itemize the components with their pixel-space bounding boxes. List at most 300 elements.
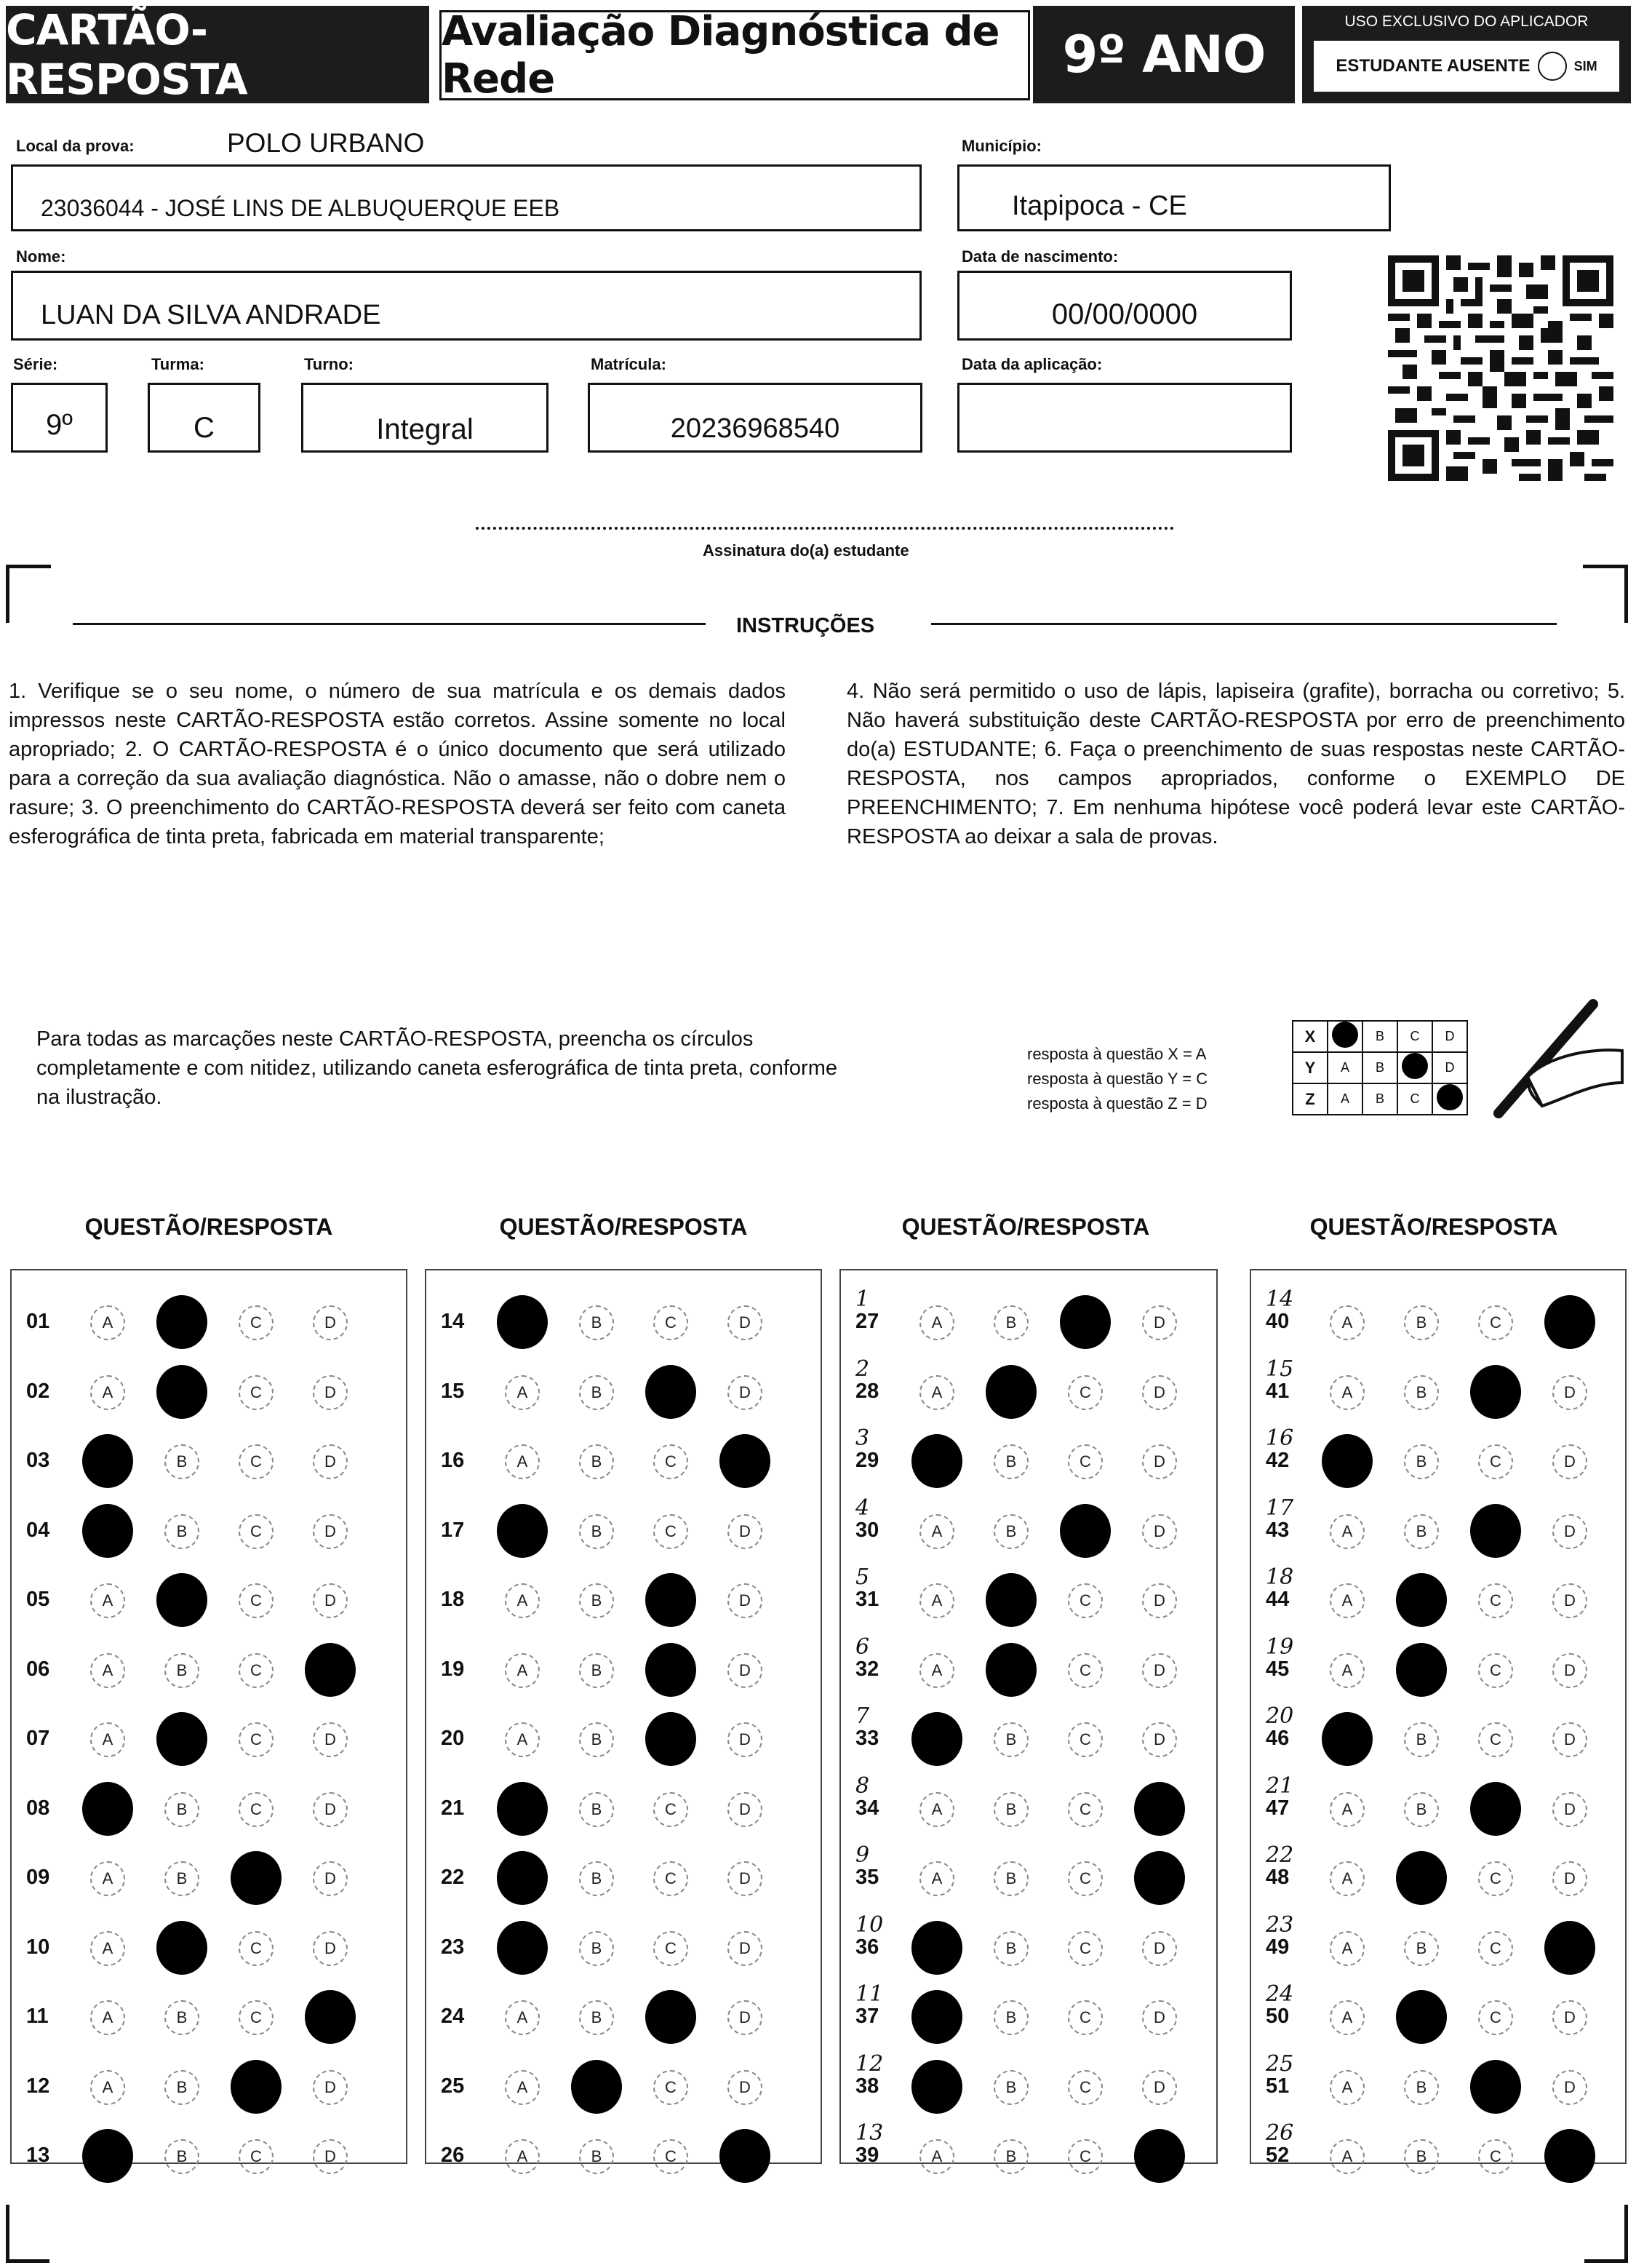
answer-bubble-b-marked[interactable] <box>156 1365 207 1419</box>
answer-bubble-d[interactable]: D <box>1552 1792 1587 1827</box>
aplicacao-field[interactable] <box>957 383 1292 453</box>
answer-bubble-c[interactable]: C <box>239 2000 274 2035</box>
answer-bubble-b-marked[interactable] <box>1396 1851 1447 1905</box>
answer-bubble-b[interactable]: B <box>579 1792 614 1827</box>
answer-bubble-b[interactable]: B <box>579 1722 614 1757</box>
question-number: 08 <box>26 1796 50 1820</box>
answer-bubble-c-marked[interactable] <box>1060 1504 1111 1558</box>
answer-bubble-c-marked[interactable] <box>231 2060 282 2114</box>
handwritten-note: 24 <box>1266 1981 1294 2007</box>
answer-bubble-b-marked[interactable] <box>156 1295 207 1349</box>
answer-bubble-c[interactable]: C <box>1478 1722 1513 1757</box>
answer-bubble-a[interactable]: A <box>1330 1792 1365 1827</box>
answer-bubble-c[interactable]: C <box>1478 1931 1513 1966</box>
answer-bubble-c[interactable]: C <box>1068 1375 1103 1410</box>
answer-bubble-a-marked[interactable] <box>911 2060 962 2114</box>
answer-bubble-b-marked[interactable] <box>986 1643 1037 1697</box>
absent-checkbox[interactable] <box>1538 52 1567 81</box>
answer-bubble-a[interactable]: A <box>919 1375 954 1410</box>
answer-bubble-a[interactable]: A <box>505 1444 540 1479</box>
answer-bubble-c[interactable]: C <box>1068 1861 1103 1896</box>
answer-bubble-a[interactable]: A <box>919 1653 954 1688</box>
answer-bubble-a[interactable]: A <box>1330 1514 1365 1549</box>
answer-bubble-c-marked[interactable] <box>645 1365 696 1419</box>
answer-bubble-b[interactable]: B <box>579 2000 614 2035</box>
answer-bubble-a-marked[interactable] <box>497 1921 548 1975</box>
question-row-34 <box>841 1772 1216 1836</box>
question-row-23 <box>426 1917 821 1975</box>
answer-column-title: QUESTÃO/RESPOSTA <box>84 1214 333 1240</box>
answer-bubble-c[interactable]: C <box>1478 1305 1513 1340</box>
answer-bubble-a[interactable]: A <box>505 2000 540 2035</box>
answer-bubble-c[interactable]: C <box>239 1722 274 1757</box>
answer-bubble-a[interactable]: A <box>919 1861 954 1896</box>
answer-bubble-b[interactable]: B <box>579 1305 614 1340</box>
answer-bubble-c-marked[interactable] <box>645 1573 696 1627</box>
answer-bubble-c[interactable]: C <box>653 1514 688 1549</box>
answer-bubble-c[interactable]: C <box>1478 1583 1513 1618</box>
answer-bubble-a-marked[interactable] <box>82 1782 133 1836</box>
question-number: 09 <box>26 1866 50 1889</box>
answer-bubble-d[interactable]: D <box>1142 2000 1177 2035</box>
answer-bubble-c[interactable]: C <box>653 1305 688 1340</box>
question-number: 47 <box>1266 1796 1290 1820</box>
handwritten-note: 9 <box>855 1842 870 1868</box>
answer-bubble-a[interactable]: A <box>919 2139 954 2174</box>
exam-title: Avaliação Diagnóstica de Rede <box>442 8 999 103</box>
answer-bubble-a-marked[interactable] <box>1322 1712 1373 1766</box>
answer-bubble-d[interactable]: D <box>313 1792 348 1827</box>
school-value: 23036044 - JOSÉ LINS DE ALBUQUERQUE EEB <box>41 195 560 221</box>
answer-bubble-d[interactable]: D <box>1142 2070 1177 2105</box>
local-label: Local da prova: <box>16 137 135 155</box>
answer-bubble-c-marked[interactable] <box>1470 1782 1521 1836</box>
answer-bubble-a[interactable]: A <box>919 1583 954 1618</box>
answer-bubble-a[interactable]: A <box>90 1375 125 1410</box>
answer-column-title: QUESTÃO/RESPOSTA <box>1309 1214 1558 1240</box>
answer-bubble-b[interactable]: B <box>1404 1375 1439 1410</box>
nascimento-value: 00/00/0000 <box>1051 298 1198 330</box>
serie-label: Série: <box>13 355 58 373</box>
answer-bubble-d[interactable]: D <box>1142 1722 1177 1757</box>
answer-bubble-c[interactable]: C <box>1478 1653 1513 1688</box>
answer-bubble-c-marked[interactable] <box>645 1643 696 1697</box>
answer-bubble-c-marked[interactable] <box>1470 1504 1521 1558</box>
answer-bubble-c-marked[interactable] <box>645 1712 696 1766</box>
question-number: 15 <box>441 1379 465 1403</box>
answer-bubble-b[interactable]: B <box>1404 1444 1439 1479</box>
answer-bubble-c[interactable]: C <box>239 1305 274 1340</box>
question-number: 11 <box>26 2005 49 2028</box>
question-row-51 <box>1251 2050 1625 2114</box>
answer-bubble-d[interactable]: D <box>1552 2070 1587 2105</box>
question-number: 29 <box>855 1449 879 1472</box>
answer-bubble-a-marked[interactable] <box>497 1782 548 1836</box>
answer-bubble-a-marked[interactable] <box>1322 1434 1373 1488</box>
question-row-52 <box>1251 2120 1625 2183</box>
question-number: 20 <box>441 1727 465 1750</box>
answer-bubble-d[interactable]: D <box>1552 1861 1587 1896</box>
turno-field <box>301 383 548 453</box>
answer-bubble-d-marked[interactable] <box>1134 2129 1185 2183</box>
answer-bubble-c[interactable]: C <box>653 2139 688 2174</box>
answer-bubble-d-marked[interactable] <box>305 1643 356 1697</box>
answer-bubble-b[interactable]: B <box>1404 2139 1439 2174</box>
handwritten-note: 16 <box>1266 1425 1294 1451</box>
answer-bubble-b[interactable]: B <box>579 1583 614 1618</box>
answer-bubble-b-marked[interactable] <box>156 1921 207 1975</box>
answer-bubble-d[interactable]: D <box>313 1375 348 1410</box>
answer-bubble-d[interactable]: D <box>1142 1653 1177 1688</box>
corner-mark-top-right <box>1583 565 1628 623</box>
question-row-40 <box>1251 1286 1625 1349</box>
question-number: 34 <box>855 1796 879 1820</box>
answer-bubble-b[interactable]: B <box>994 1305 1029 1340</box>
answer-bubble-d-marked[interactable] <box>305 1990 356 2044</box>
aplicacao-label: Data da aplicação: <box>962 355 1103 373</box>
answer-bubble-c[interactable]: C <box>239 1931 274 1966</box>
answer-bubble-c[interactable]: C <box>1068 2000 1103 2035</box>
answer-bubble-a[interactable]: A <box>1330 1861 1365 1896</box>
answer-bubble-a[interactable]: A <box>505 2139 540 2174</box>
question-number: 52 <box>1266 2144 1290 2167</box>
answer-bubble-a[interactable]: A <box>1330 2139 1365 2174</box>
answer-bubble-a[interactable]: A <box>919 1514 954 1549</box>
answer-bubble-a[interactable]: A <box>1330 2070 1365 2105</box>
municipio-value: Itapipoca - CE <box>1012 191 1187 221</box>
answer-bubble-c[interactable]: C <box>653 1861 688 1896</box>
answer-bubble-c[interactable]: C <box>1068 1792 1103 1827</box>
answer-bubble-b[interactable]: B <box>1404 1722 1439 1757</box>
answer-bubble-d[interactable]: D <box>1142 1514 1177 1549</box>
answer-bubble-a[interactable]: A <box>505 1375 540 1410</box>
question-number: 46 <box>1266 1727 1290 1750</box>
question-row-48 <box>1251 1842 1625 1905</box>
answer-bubble-b-marked[interactable] <box>986 1573 1037 1627</box>
answer-bubble-d[interactable]: D <box>313 2070 348 2105</box>
answer-bubble-d-marked[interactable] <box>719 1434 770 1488</box>
example-bubble-c: C <box>1397 1083 1432 1115</box>
answer-bubble-a-marked[interactable] <box>82 2129 133 2183</box>
answer-bubble-a[interactable]: A <box>505 1653 540 1688</box>
answer-bubble-a-marked[interactable] <box>82 1434 133 1488</box>
question-number: 48 <box>1266 1866 1290 1889</box>
answer-bubble-a-marked[interactable] <box>497 1295 548 1349</box>
answer-bubble-a[interactable]: A <box>505 1583 540 1618</box>
answer-bubble-c[interactable]: C <box>1068 2139 1103 2174</box>
handwritten-note: 20 <box>1266 1703 1294 1729</box>
pen-hand-icon <box>1484 997 1629 1128</box>
answer-bubble-d[interactable]: D <box>1142 1931 1177 1966</box>
question-number: 38 <box>855 2074 879 2098</box>
answer-column-4 <box>1250 1269 1627 2167</box>
answer-bubble-c[interactable]: C <box>653 2070 688 2105</box>
answer-bubble-b[interactable]: B <box>579 1861 614 1896</box>
answer-bubble-a-marked[interactable] <box>497 1504 548 1558</box>
answer-bubble-d[interactable]: D <box>727 1653 762 1688</box>
answer-bubble-d[interactable]: D <box>727 1514 762 1549</box>
answer-bubble-b[interactable]: B <box>1404 1931 1439 1966</box>
answer-bubble-d[interactable]: D <box>1552 1444 1587 1479</box>
handwritten-note: 1 <box>855 1286 870 1312</box>
answer-bubble-b[interactable]: B <box>994 1861 1029 1896</box>
question-row-47 <box>1251 1772 1625 1836</box>
answer-bubble-d[interactable]: D <box>727 1931 762 1966</box>
answer-bubble-d[interactable]: D <box>727 1583 762 1618</box>
answer-bubble-c[interactable]: C <box>1068 1931 1103 1966</box>
question-number: 05 <box>26 1588 50 1611</box>
answer-bubble-c[interactable]: C <box>239 2139 274 2174</box>
answer-bubble-a[interactable]: A <box>919 1305 954 1340</box>
answer-bubble-a[interactable]: A <box>1330 1375 1365 1410</box>
answer-bubble-a[interactable]: A <box>90 1722 125 1757</box>
handwritten-note: 4 <box>855 1495 870 1521</box>
answer-bubble-d-marked[interactable] <box>1544 1921 1595 1975</box>
absent-label: ESTUDANTE AUSENTE <box>1336 56 1531 76</box>
answer-bubble-d[interactable]: D <box>313 1722 348 1757</box>
answer-bubble-c[interactable]: C <box>239 1444 274 1479</box>
answer-bubble-b[interactable]: B <box>994 2070 1029 2105</box>
answer-bubble-a[interactable]: A <box>90 1653 125 1688</box>
answer-bubble-c-marked[interactable] <box>231 1851 282 1905</box>
answer-bubble-d[interactable]: D <box>313 1444 348 1479</box>
question-number: 24 <box>441 2005 465 2028</box>
municipio-field <box>957 164 1391 231</box>
answer-bubble-b[interactable]: B <box>164 2070 199 2105</box>
answer-bubble-d-marked[interactable] <box>1544 2129 1595 2183</box>
answer-bubble-c[interactable]: C <box>239 1653 274 1688</box>
answer-bubble-a[interactable]: A <box>90 1305 125 1340</box>
question-row-06 <box>12 1639 406 1697</box>
answer-bubble-d[interactable]: D <box>1142 1444 1177 1479</box>
question-row-42 <box>1251 1425 1625 1488</box>
question-row-12 <box>12 2056 406 2114</box>
answer-bubble-b[interactable]: B <box>164 1861 199 1896</box>
question-row-30 <box>841 1495 1216 1558</box>
answer-bubble-b[interactable]: B <box>164 1792 199 1827</box>
question-row-22 <box>426 1847 821 1905</box>
signature-line[interactable] <box>476 527 1174 530</box>
answer-bubble-d[interactable]: D <box>1142 1583 1177 1618</box>
answer-bubble-b-marked[interactable] <box>156 1573 207 1627</box>
answer-bubble-d[interactable]: D <box>727 1792 762 1827</box>
answer-bubble-d[interactable]: D <box>1552 1722 1587 1757</box>
instructions-right: 4. Não será permitido o uso de lápis, lapiseira (grafite), borracha ou corretivo; 5. Não haverá substituição deste CARTÃO-RESPOSTA por erro de preenchimento do(a) ESTUDANTE; 6. Faça o preenchimento de suas respostas neste CARTÃO-RESPOSTA, nos campos apropriados, conforme o EXEMPLO DE PREENCHIMENTO; 7. Em nenhuma hipótese você poderá levar este CARTÃO-RESPOSTA ao deixar a sala de provas. <box>847 680 1625 848</box>
answer-bubble-c[interactable]: C <box>1478 2139 1513 2174</box>
question-row-35 <box>841 1842 1216 1905</box>
answer-bubble-c[interactable]: C <box>1068 1444 1103 1479</box>
example-bubble-d: D <box>1432 1052 1467 1083</box>
answer-bubble-a[interactable]: A <box>90 1931 125 1966</box>
question-row-39 <box>841 2120 1216 2183</box>
answer-bubble-c[interactable]: C <box>239 1792 274 1827</box>
answer-bubble-b[interactable]: B <box>994 1792 1029 1827</box>
question-number: 30 <box>855 1518 879 1542</box>
answer-bubble-b[interactable]: B <box>164 2139 199 2174</box>
question-number: 50 <box>1266 2005 1290 2028</box>
answer-bubble-b[interactable]: B <box>1404 1514 1439 1549</box>
answer-bubble-d[interactable]: D <box>1142 1375 1177 1410</box>
answer-bubble-b-marked[interactable] <box>1396 1573 1447 1627</box>
question-number: 45 <box>1266 1657 1290 1681</box>
answer-bubble-b[interactable]: B <box>579 1653 614 1688</box>
local-value: POLO URBANO <box>227 128 425 158</box>
answer-bubble-b[interactable]: B <box>579 1444 614 1479</box>
answer-bubble-d[interactable]: D <box>1552 1583 1587 1618</box>
handwritten-note: 14 <box>1266 1286 1294 1312</box>
answer-bubble-a[interactable]: A <box>90 1861 125 1896</box>
answer-bubble-b[interactable]: B <box>1404 1792 1439 1827</box>
answer-bubble-c[interactable]: C <box>239 1514 274 1549</box>
question-row-46 <box>1251 1703 1625 1766</box>
answer-bubble-b[interactable]: B <box>994 1931 1029 1966</box>
answer-bubble-b[interactable]: B <box>1404 2070 1439 2105</box>
corner-mark-bottom-right <box>1584 2205 1628 2263</box>
answer-bubble-a[interactable]: A <box>1330 1931 1365 1966</box>
answer-bubble-a[interactable]: A <box>90 2000 125 2035</box>
answer-bubble-c[interactable]: C <box>1068 2070 1103 2105</box>
answer-bubble-d-marked[interactable] <box>1134 1851 1185 1905</box>
answer-bubble-b[interactable]: B <box>164 1514 199 1549</box>
question-number: 10 <box>26 1935 50 1959</box>
answer-bubble-a[interactable]: A <box>90 2070 125 2105</box>
exam-title-box <box>439 8 1030 103</box>
answer-bubble-d[interactable]: D <box>313 2139 348 2174</box>
answer-bubble-b-marked[interactable] <box>986 1365 1037 1419</box>
answer-bubble-d[interactable]: D <box>727 1305 762 1340</box>
answer-bubble-c[interactable]: C <box>1478 2000 1513 2035</box>
answer-bubble-b[interactable]: B <box>164 1653 199 1688</box>
answer-bubble-b[interactable]: B <box>164 2000 199 2035</box>
question-number: 40 <box>1266 1310 1290 1333</box>
answer-bubble-d[interactable]: D <box>313 1514 348 1549</box>
answer-bubble-c[interactable]: C <box>653 1792 688 1827</box>
answer-bubble-b-marked[interactable] <box>1396 1643 1447 1697</box>
answer-bubble-d[interactable]: D <box>313 1583 348 1618</box>
answer-bubble-a-marked[interactable] <box>497 1851 548 1905</box>
answer-bubble-b[interactable]: B <box>994 1514 1029 1549</box>
answer-bubble-b[interactable]: B <box>994 2000 1029 2035</box>
answer-bubble-d[interactable]: D <box>727 1861 762 1896</box>
question-row-41 <box>1251 1356 1625 1419</box>
answer-bubble-c-marked[interactable] <box>645 1990 696 2044</box>
school-field <box>11 164 922 231</box>
answer-bubble-c[interactable]: C <box>1068 1583 1103 1618</box>
answer-bubble-b[interactable]: B <box>1404 1305 1439 1340</box>
instructions-left: 1. Verifique se o seu nome, o número de sua matrícula e os demais dados impressos neste CARTÃO-RESPOSTA estão corretos. Assine somente no local apropriado; 2. O CARTÃO-RESPOSTA é o único documento que será utilizado para a correção da sua avaliação diagnóstica. Não o amasse, não o dobre nem o rasure; 3. O preenchimento do CARTÃO-RESPOSTA deverá ser feito com caneta esferográfica de tinta preta, fabricada em material transparente; <box>9 680 786 848</box>
answer-bubble-d[interactable]: D <box>1552 2000 1587 2035</box>
answer-bubble-a[interactable]: A <box>505 1722 540 1757</box>
handwritten-note: 13 <box>855 2120 884 2146</box>
answer-bubble-c[interactable]: C <box>653 1931 688 1966</box>
question-row-44 <box>1251 1564 1625 1627</box>
corner-mark-bottom-left <box>6 2205 49 2263</box>
example-question-label: X <box>1293 1021 1328 1052</box>
question-row-18 <box>426 1569 821 1627</box>
answer-bubble-c[interactable]: C <box>653 1444 688 1479</box>
answer-bubble-a[interactable]: A <box>1330 2000 1365 2035</box>
answer-bubble-d-marked[interactable] <box>719 2129 770 2183</box>
answer-bubble-d[interactable]: D <box>1552 1514 1587 1549</box>
answer-bubble-d[interactable]: D <box>313 1861 348 1896</box>
question-row-32 <box>841 1634 1216 1697</box>
answer-bubble-d[interactable]: D <box>1142 1305 1177 1340</box>
answer-bubble-d[interactable]: D <box>1552 1653 1587 1688</box>
answer-bubble-c[interactable]: C <box>1478 1444 1513 1479</box>
answer-bubble-c[interactable]: C <box>1478 1861 1513 1896</box>
answer-bubble-c-marked[interactable] <box>1470 2060 1521 2114</box>
answer-bubble-b[interactable]: B <box>579 1375 614 1410</box>
answer-bubble-a-marked[interactable] <box>911 1990 962 2044</box>
turno-value: Integral <box>376 413 474 445</box>
answer-bubble-d[interactable]: D <box>313 1305 348 1340</box>
card-title-bar <box>6 6 429 103</box>
answer-bubble-b-marked[interactable] <box>571 2060 622 2114</box>
answer-bubble-c[interactable]: C <box>1068 1722 1103 1757</box>
answer-bubble-d[interactable]: D <box>727 1722 762 1757</box>
answer-bubble-d-marked[interactable] <box>1134 1782 1185 1836</box>
answer-bubble-b[interactable]: B <box>994 1444 1029 1479</box>
answer-bubble-c[interactable]: C <box>1068 1653 1103 1688</box>
answer-bubble-a-marked[interactable] <box>911 1434 962 1488</box>
answer-bubble-d[interactable]: D <box>313 1931 348 1966</box>
question-number: 18 <box>441 1588 465 1611</box>
answer-bubble-a[interactable]: A <box>1330 1583 1365 1618</box>
answer-bubble-c-marked[interactable] <box>1470 1365 1521 1419</box>
answer-bubble-a-marked[interactable] <box>911 1712 962 1766</box>
answer-bubble-b-marked[interactable] <box>1396 1990 1447 2044</box>
answer-bubble-d-marked[interactable] <box>1544 1295 1595 1349</box>
answer-bubble-d[interactable]: D <box>727 2000 762 2035</box>
answer-bubble-b[interactable]: B <box>579 1514 614 1549</box>
absent-box <box>1314 41 1619 92</box>
grade-bar <box>1033 6 1295 103</box>
handwritten-note: 6 <box>855 1634 870 1660</box>
answer-bubble-d[interactable]: D <box>1552 1375 1587 1410</box>
answer-bubble-c[interactable]: C <box>239 1375 274 1410</box>
question-number: 26 <box>441 2144 465 2167</box>
answer-bubble-b[interactable]: B <box>994 2139 1029 2174</box>
answer-bubble-a-marked[interactable] <box>911 1921 962 1975</box>
answer-bubble-a[interactable]: A <box>919 1792 954 1827</box>
answer-bubble-c[interactable]: C <box>239 1583 274 1618</box>
answer-bubble-a[interactable]: A <box>90 1583 125 1618</box>
answer-bubble-b[interactable]: B <box>579 2139 614 2174</box>
example-bubble-a: A <box>1328 1083 1362 1115</box>
answer-bubble-b-marked[interactable] <box>156 1712 207 1766</box>
answer-bubble-c-marked[interactable] <box>1060 1295 1111 1349</box>
example-bubble-c: C <box>1397 1021 1432 1052</box>
answer-bubble-b[interactable]: B <box>579 1931 614 1966</box>
answer-bubble-b[interactable]: B <box>164 1444 199 1479</box>
handwritten-note: 3 <box>855 1425 870 1451</box>
question-row-09 <box>12 1847 406 1905</box>
answer-bubble-a[interactable]: A <box>1330 1653 1365 1688</box>
question-row-11 <box>12 1986 406 2044</box>
question-number: 42 <box>1266 1449 1290 1472</box>
answer-bubble-a[interactable]: A <box>1330 1305 1365 1340</box>
answer-bubble-d[interactable]: D <box>727 2070 762 2105</box>
answer-bubble-d[interactable]: D <box>727 1375 762 1410</box>
question-number: 12 <box>26 2074 50 2098</box>
question-row-17 <box>426 1500 821 1558</box>
corner-mark-top-left <box>6 565 51 623</box>
answer-bubble-a[interactable]: A <box>505 2070 540 2105</box>
question-row-08 <box>12 1778 406 1836</box>
example-bubble-a: A <box>1328 1052 1362 1083</box>
answer-bubble-b[interactable]: B <box>994 1722 1029 1757</box>
answer-bubble-a-marked[interactable] <box>82 1504 133 1558</box>
